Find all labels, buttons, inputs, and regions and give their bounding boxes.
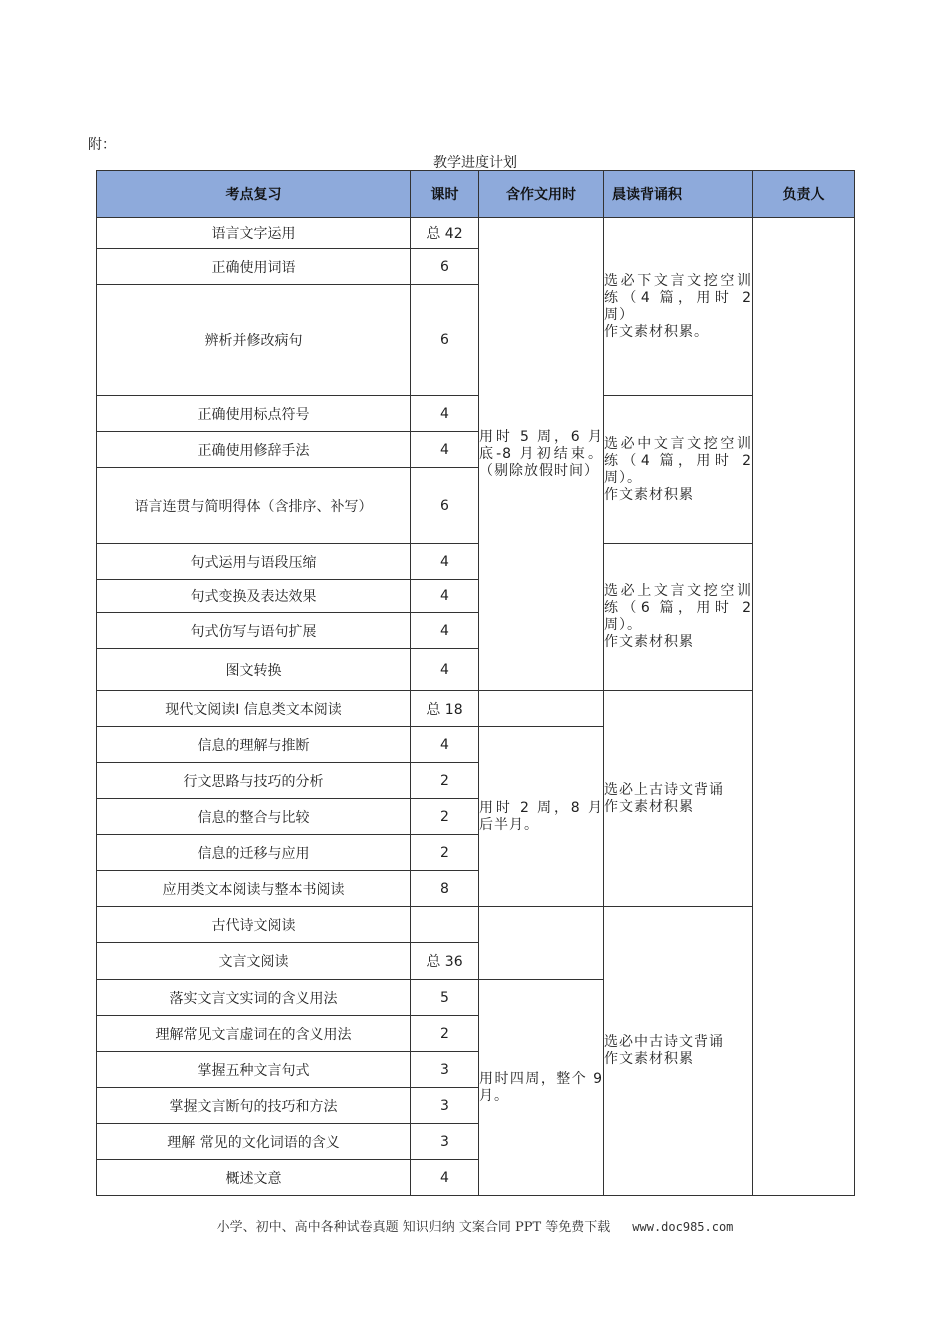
footer-url[interactable]: www.doc985.com	[632, 1220, 734, 1234]
topic-cell: 句式仿写与语句扩展	[97, 613, 411, 649]
hours-cell: 3	[411, 1088, 479, 1124]
recitation-line: 选必上文言文挖空训练（6 篇，用时 2 周）。	[604, 583, 752, 633]
recitation-cell	[604, 691, 753, 907]
table-title: 教学进度计划	[433, 155, 517, 171]
header-topic: 考点复习	[97, 171, 411, 218]
topic-cell: 语言文字运用	[97, 218, 411, 249]
hours-cell: 2	[411, 835, 479, 871]
topic-cell: 概述文意	[97, 1160, 411, 1196]
topic-cell: 掌握五种文言句式	[97, 1052, 411, 1088]
hours-cell	[411, 907, 479, 943]
hours-cell: 3	[411, 1124, 479, 1160]
topic-cell: 落实文言文实词的含义用法	[97, 980, 411, 1016]
recitation-line: 选必下文言文挖空训练（4 篇，用时 2 周）	[604, 272, 752, 323]
hours-cell: 4	[411, 1160, 479, 1196]
table-row	[97, 544, 855, 580]
table-row	[97, 691, 855, 727]
hours-cell: 6	[411, 468, 479, 544]
topic-cell: 辨析并修改病句	[97, 285, 411, 396]
header-owner: 负责人	[753, 171, 855, 218]
topic-cell: 理解常见文言虚词在的含义用法	[97, 1016, 411, 1052]
hours-cell: 2	[411, 799, 479, 835]
topic-cell: 正确使用标点符号	[97, 396, 411, 432]
table-row	[97, 218, 855, 249]
table-row	[97, 396, 855, 432]
composition-cell: 用时四周，整个 9 月。	[479, 980, 604, 1196]
page-footer	[0, 1216, 950, 1235]
recitation-line: 选必中古诗文背诵	[604, 1034, 724, 1050]
recitation-cell	[604, 544, 753, 691]
composition-cell-empty	[479, 691, 604, 727]
topic-cell: 古代诗文阅读	[97, 907, 411, 943]
header-row	[97, 171, 855, 218]
schedule-table	[96, 170, 855, 1196]
footer-text: 小学、初中、高中各种试卷真题 知识归纳 文案合同 PPT 等免费下载	[216, 1220, 611, 1235]
owner-cell	[753, 218, 855, 1196]
recitation-line: 作文素材积累。	[604, 323, 709, 340]
hours-cell: 4	[411, 613, 479, 649]
topic-cell: 正确使用词语	[97, 249, 411, 285]
topic-cell: 信息的整合与比较	[97, 799, 411, 835]
hours-cell: 5	[411, 980, 479, 1016]
topic-cell: 信息的理解与推断	[97, 727, 411, 763]
composition-cell: 用时 5 周，6 月底-8 月初结束。（剔除放假时间）	[479, 218, 604, 691]
recitation-cell	[604, 396, 753, 544]
hours-cell: 总 18	[411, 691, 479, 727]
header-recitation: 晨读背诵积	[604, 171, 753, 218]
hours-cell: 4	[411, 432, 479, 468]
topic-cell: 掌握文言断句的技巧和方法	[97, 1088, 411, 1124]
hours-cell: 4	[411, 544, 479, 580]
hours-cell: 总 42	[411, 218, 479, 249]
hours-cell: 4	[411, 649, 479, 691]
composition-cell-empty	[479, 907, 604, 980]
composition-cell: 用时 2 周，8 月后半月。	[479, 727, 604, 907]
topic-cell: 应用类文本阅读与整本书阅读	[97, 871, 411, 907]
hours-cell: 4	[411, 396, 479, 432]
recitation-line: 作文素材积累	[604, 1051, 694, 1067]
recitation-cell	[604, 218, 753, 396]
topic-cell: 行文思路与技巧的分析	[97, 763, 411, 799]
hours-cell: 3	[411, 1052, 479, 1088]
header-hours: 课时	[411, 171, 479, 218]
topic-cell: 现代文阅读Ⅰ 信息类文本阅读	[97, 691, 411, 727]
hours-cell: 4	[411, 727, 479, 763]
header-composition: 含作文用时	[479, 171, 604, 218]
recitation-line: 选必中文言文挖空训练（4 篇，用时 2 周）。	[604, 435, 752, 486]
topic-cell: 图文转换	[97, 649, 411, 691]
hours-cell: 6	[411, 285, 479, 396]
recitation-line: 作文素材积累	[604, 798, 694, 815]
topic-cell: 句式变换及表达效果	[97, 580, 411, 613]
topic-cell: 信息的迁移与应用	[97, 835, 411, 871]
recitation-line: 作文素材积累	[604, 486, 694, 503]
attachment-label: 附：	[88, 137, 116, 153]
topic-cell: 理解 常见的文化词语的含义	[97, 1124, 411, 1160]
hours-cell: 8	[411, 871, 479, 907]
hours-cell: 6	[411, 249, 479, 285]
hours-cell: 4	[411, 580, 479, 613]
topic-cell: 文言文阅读	[97, 943, 411, 980]
table-row	[97, 907, 855, 943]
topic-cell: 语言连贯与简明得体（含排序、补写）	[97, 468, 411, 544]
recitation-cell	[604, 907, 753, 1196]
topic-cell: 句式运用与语段压缩	[97, 544, 411, 580]
recitation-line: 选必上古诗文背诵	[604, 781, 724, 798]
recitation-line: 作文素材积累	[604, 634, 694, 650]
hours-cell: 2	[411, 1016, 479, 1052]
topic-cell: 正确使用修辞手法	[97, 432, 411, 468]
hours-cell: 2	[411, 763, 479, 799]
hours-cell: 总 36	[411, 943, 479, 980]
